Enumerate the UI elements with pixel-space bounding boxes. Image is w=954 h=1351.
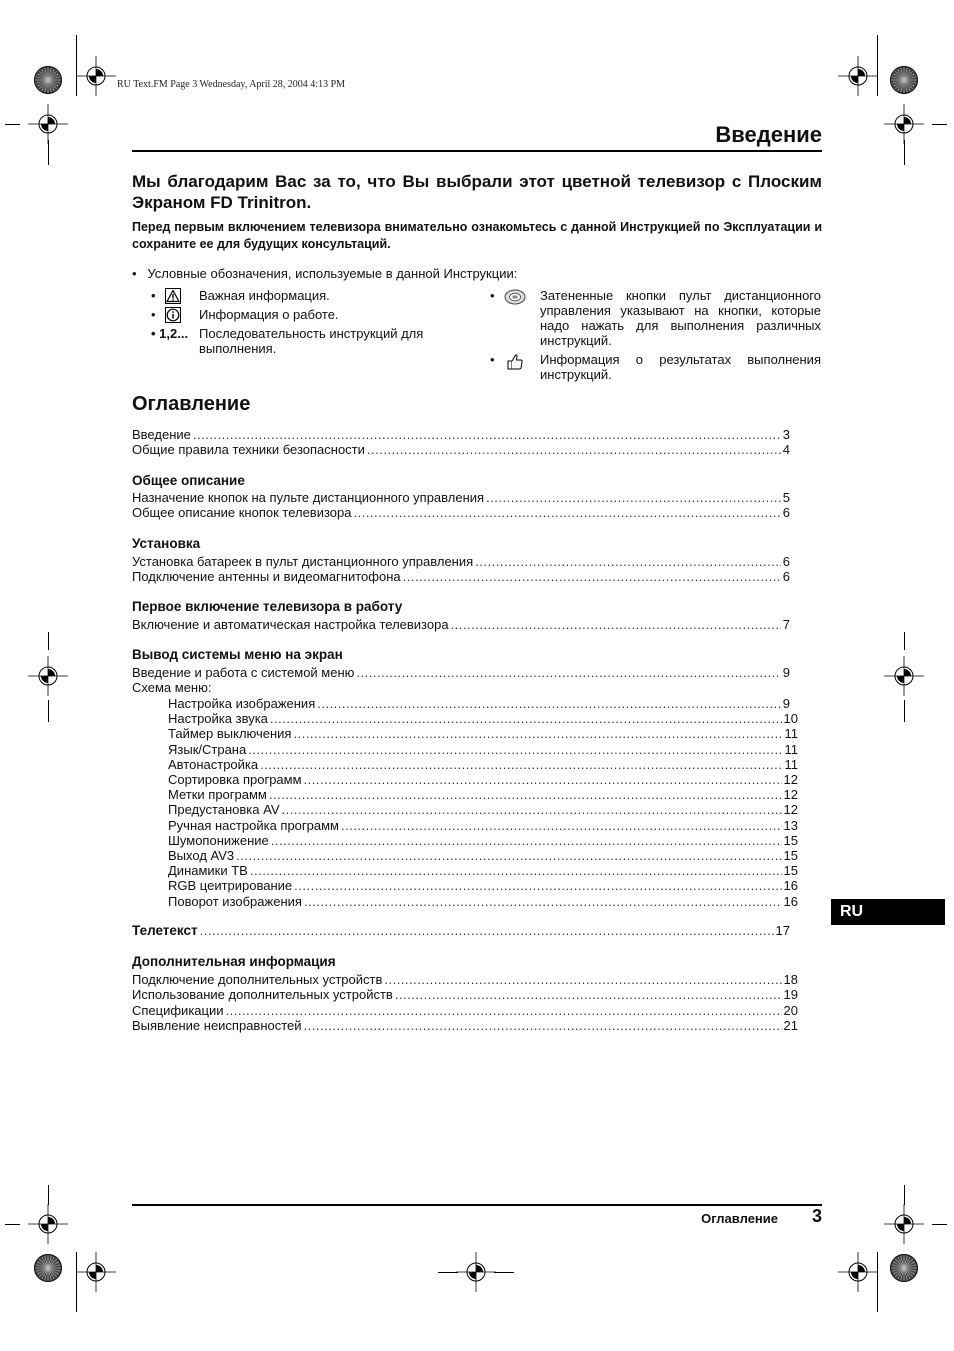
- toc-entry-page: 17: [775, 923, 790, 938]
- toc-sub-entry[interactable]: [168, 696, 790, 712]
- registration-target-icon: [76, 56, 116, 96]
- crop-line: [904, 700, 905, 722]
- crop-line: [5, 1224, 20, 1225]
- toc-sub-entry[interactable]: [168, 833, 798, 849]
- toc-entry[interactable]: [132, 1003, 798, 1019]
- leader-dots: [353, 505, 780, 520]
- star-target-icon: [889, 1253, 919, 1283]
- file-header: RU Text.FM Page 3 Wednesday, April 28, 2004 4:13 PM: [117, 79, 346, 90]
- toc-section-heading: Первое включение телевизора в работу: [132, 599, 403, 614]
- toc-entry-page: 6: [782, 554, 790, 569]
- registration-target-icon: [838, 56, 878, 96]
- thumbs-up-icon: [506, 353, 524, 374]
- star-target-icon: [33, 65, 63, 95]
- toc-entry-page: 21: [783, 1018, 798, 1033]
- toc-entry-page: 15: [783, 848, 798, 863]
- leader-dots: [200, 923, 774, 938]
- leader-dots: [341, 818, 782, 833]
- toc-entry-label: Общее описание кнопок телевизора: [132, 505, 352, 520]
- toc-entry-page: 10: [783, 711, 798, 727]
- leader-dots: [236, 848, 781, 863]
- leader-dots: [248, 742, 782, 757]
- toc-subheading: Схема меню:: [132, 680, 212, 695]
- toc-sub-entry[interactable]: [168, 863, 798, 879]
- section-title: Введение: [715, 122, 822, 147]
- toc-section-heading: Дополнительная информация: [132, 954, 336, 969]
- toc-entry-page: 6: [782, 505, 790, 520]
- toc-entry-label: Динамики ТВ: [168, 863, 248, 879]
- leader-dots: [282, 802, 782, 817]
- footer-label: Оглавление: [701, 1211, 778, 1226]
- toc-entry-page: 4: [782, 442, 790, 457]
- leader-dots: [384, 972, 781, 987]
- registration-target-icon: [76, 1252, 116, 1292]
- leader-dots: [356, 665, 780, 680]
- crop-line: [48, 140, 49, 165]
- toc-entry[interactable]: [132, 665, 790, 681]
- crop-line: [877, 1252, 878, 1312]
- toc-entry-page: 11: [784, 756, 798, 772]
- crop-line: [904, 1185, 905, 1205]
- toc-entry-label: Настройка звука: [168, 711, 268, 727]
- convention-text: Последовательность инструкций для выполнения.: [199, 326, 424, 356]
- registration-target-icon: [884, 1204, 924, 1244]
- toc-entry-page: 16: [783, 893, 798, 909]
- leader-dots: [403, 569, 781, 584]
- toc-entry-label: Установка батареек в пульт дистанционного управления: [132, 554, 474, 569]
- convention-text: Информация о результатах выполнения инструкций.: [540, 352, 821, 382]
- toc-sub-entry[interactable]: [168, 848, 798, 864]
- toc-sub-entry[interactable]: [168, 772, 798, 788]
- convention-item: [151, 326, 451, 358]
- leader-dots: [304, 772, 782, 787]
- toc-entry-page: 15: [783, 832, 798, 848]
- toc-entry-page: 18: [783, 972, 798, 987]
- crop-line: [904, 632, 905, 650]
- toc-entry[interactable]: [132, 427, 790, 443]
- toc-entry-page: 12: [783, 772, 798, 787]
- crop-line: [932, 124, 947, 125]
- convention-text: Информация о работе.: [199, 307, 339, 322]
- toc-section-heading: Установка: [132, 536, 201, 551]
- toc-entry-page: 11: [784, 741, 798, 757]
- toc-sub-entry[interactable]: [168, 711, 798, 727]
- toc-entry-page: 9: [782, 696, 790, 711]
- leader-dots: [293, 726, 782, 741]
- crop-line: [76, 1252, 77, 1312]
- toc-entry-label: Метки программ: [168, 787, 267, 803]
- leader-dots: [451, 617, 781, 632]
- toc-entry-page: 12: [783, 802, 798, 818]
- toc-entry-label: Сортировка программ: [168, 772, 302, 787]
- registration-target-icon: [838, 1252, 878, 1292]
- toc-entry-label: Назначение кнопок на пульте дистанционного управления: [132, 490, 485, 505]
- convention-item: [151, 307, 451, 323]
- toc-entry-page: 19: [783, 987, 798, 1002]
- leader-dots: [486, 490, 781, 505]
- toc-section-heading: Общее описание: [132, 473, 245, 488]
- toc-entry[interactable]: [132, 1018, 798, 1034]
- leader-dots: [475, 554, 781, 569]
- registration-target-icon: [28, 1204, 68, 1244]
- warning-icon: [165, 288, 181, 307]
- toc-title: Оглавление: [132, 393, 251, 415]
- conventions-intro: [132, 266, 517, 281]
- toc-entry-label: Включение и автоматическая настройка телевизора: [132, 617, 449, 632]
- bullet: •: [151, 288, 156, 303]
- toc-sub-entry[interactable]: [168, 787, 798, 803]
- toc-entry[interactable]: [132, 490, 790, 506]
- toc-sub-entry[interactable]: [168, 742, 798, 758]
- intro-text: Перед первым включением телевизора внимательно ознакомьтесь с данной Инструкцией по Эксплуатации и сохраните ее для будущих консультаций.: [132, 220, 822, 251]
- page-number: 3: [811, 1206, 822, 1226]
- toc-sub-entry[interactable]: [168, 818, 798, 834]
- star-target-icon: [889, 65, 919, 95]
- leader-dots: [260, 757, 782, 772]
- toc-entry-page: 7: [782, 617, 790, 632]
- footer-rule: [132, 1204, 822, 1206]
- toc-entry[interactable]: [132, 554, 790, 570]
- leader-dots: [395, 987, 782, 1002]
- toc-sub-entry[interactable]: [168, 802, 798, 818]
- toc-entry[interactable]: [132, 505, 790, 521]
- bullet: •: [151, 307, 156, 322]
- toc-entry-page: 11: [784, 726, 798, 742]
- toc-entry-page: 12: [783, 787, 798, 803]
- toc-entry-page: 5: [782, 490, 790, 505]
- crop-line: [904, 140, 905, 165]
- leader-dots: [304, 1018, 782, 1033]
- toc-sub-entry[interactable]: [168, 894, 798, 910]
- crop-line: [76, 35, 77, 96]
- registration-target-icon: [884, 104, 924, 144]
- crop-line: [5, 124, 20, 125]
- toc-entry-label: Общие правила техники безопасности: [132, 442, 365, 457]
- toc-entry[interactable]: [132, 923, 790, 941]
- toc-entry[interactable]: [132, 987, 798, 1003]
- toc-entry-label: Шумопонижение: [168, 832, 269, 848]
- toc-entry-page: 9: [782, 665, 790, 680]
- leader-dots: [367, 442, 781, 457]
- toc-entry-label: Подключение антенны и видеомагнитофона: [132, 569, 401, 584]
- title-rule: [132, 150, 822, 152]
- toc-entry-label: Автонастройка: [168, 756, 259, 772]
- crop-line: [48, 700, 49, 722]
- toc-entry[interactable]: [132, 617, 790, 633]
- toc-entry-page: 3: [782, 427, 790, 442]
- leader-dots: [317, 696, 781, 711]
- toc-entry-page: 16: [783, 878, 798, 894]
- registration-target-icon: [28, 656, 68, 696]
- toc-section-heading: Вывод системы меню на экран: [132, 647, 343, 662]
- toc-entry-label: Спецификации: [132, 1003, 224, 1018]
- convention-text: Важная информация.: [199, 288, 330, 303]
- crop-line: [48, 1185, 49, 1205]
- convention-item: [490, 352, 822, 384]
- convention-item: [490, 288, 822, 350]
- toc-entry-page: 13: [783, 817, 798, 833]
- crop-line: [438, 1272, 458, 1273]
- leader-dots: [294, 878, 781, 893]
- toc-entry-page: 20: [783, 1003, 798, 1018]
- main-heading: Мы благодарим Вас за то, что Вы выбрали этот цветной телевизор с Плоским Экраном FD Trinitron.: [132, 172, 822, 212]
- leader-dots: [250, 863, 782, 878]
- toc-entry-label: Предустановка AV: [168, 802, 280, 818]
- toc-entry-label: Язык/Страна: [168, 741, 247, 757]
- language-tab-label: RU: [840, 903, 864, 920]
- toc-sub-entry[interactable]: [168, 878, 798, 894]
- toc-entry[interactable]: [132, 442, 790, 458]
- crop-line: [494, 1272, 514, 1273]
- leader-dots: [193, 427, 781, 442]
- toc-entry-label: Поворот изображения: [168, 893, 302, 909]
- conventions-intro-text: Условные обозначения, используемые в данной Инструкции:: [147, 266, 518, 281]
- toc-sub-entry[interactable]: [168, 726, 798, 742]
- toc-entry-label: Введение и работа с системой меню: [132, 665, 355, 680]
- language-tab: [831, 899, 945, 925]
- toc-entry[interactable]: [132, 569, 790, 585]
- toc-entry[interactable]: [132, 972, 798, 988]
- crop-line: [877, 35, 878, 96]
- leader-dots: [269, 787, 782, 802]
- toc-entry-page: 6: [782, 569, 790, 584]
- toc-entry-label: Введение: [132, 427, 191, 442]
- info-icon: [165, 307, 181, 326]
- toc-section-heading: Телетекст: [132, 923, 198, 938]
- convention-item: [151, 288, 451, 304]
- toc-entry-label: Выход AV3: [168, 848, 235, 863]
- leader-dots: [271, 833, 782, 848]
- bullet: •: [132, 266, 137, 281]
- toc-entry-label: RGB цеитрирование: [168, 878, 293, 894]
- remote-button-icon: [504, 289, 526, 308]
- sequence-marker: • 1,2...: [151, 326, 189, 341]
- convention-text: Затененные кнопки пульт дистанционного управления указывают на кнопки, которые надо нажать для выполнения различных инструкций.: [540, 288, 821, 348]
- crop-line: [48, 632, 49, 650]
- star-target-icon: [33, 1253, 63, 1283]
- leader-dots: [226, 1003, 782, 1018]
- toc-entry-label: Ручная настройка программ: [168, 817, 339, 833]
- toc-sub-entry[interactable]: [168, 757, 798, 773]
- registration-target-icon: [28, 104, 68, 144]
- registration-target-icon: [456, 1252, 496, 1292]
- toc-entry-label: Таймер выключения: [168, 726, 292, 742]
- toc-entry-page: 15: [783, 863, 798, 879]
- crop-line: [932, 1224, 947, 1225]
- toc-entry-label: Подключение дополнительных устройств: [132, 972, 383, 987]
- bullet: •: [490, 288, 495, 303]
- leader-dots: [304, 894, 782, 909]
- bullet: •: [490, 352, 495, 367]
- registration-target-icon: [884, 656, 924, 696]
- toc-entry-label: Выявление неисправностей: [132, 1018, 302, 1033]
- toc-entry-label: Использование дополнительных устройств: [132, 987, 393, 1002]
- leader-dots: [270, 711, 782, 726]
- toc-entry-label: Настройка изображения: [168, 696, 316, 711]
